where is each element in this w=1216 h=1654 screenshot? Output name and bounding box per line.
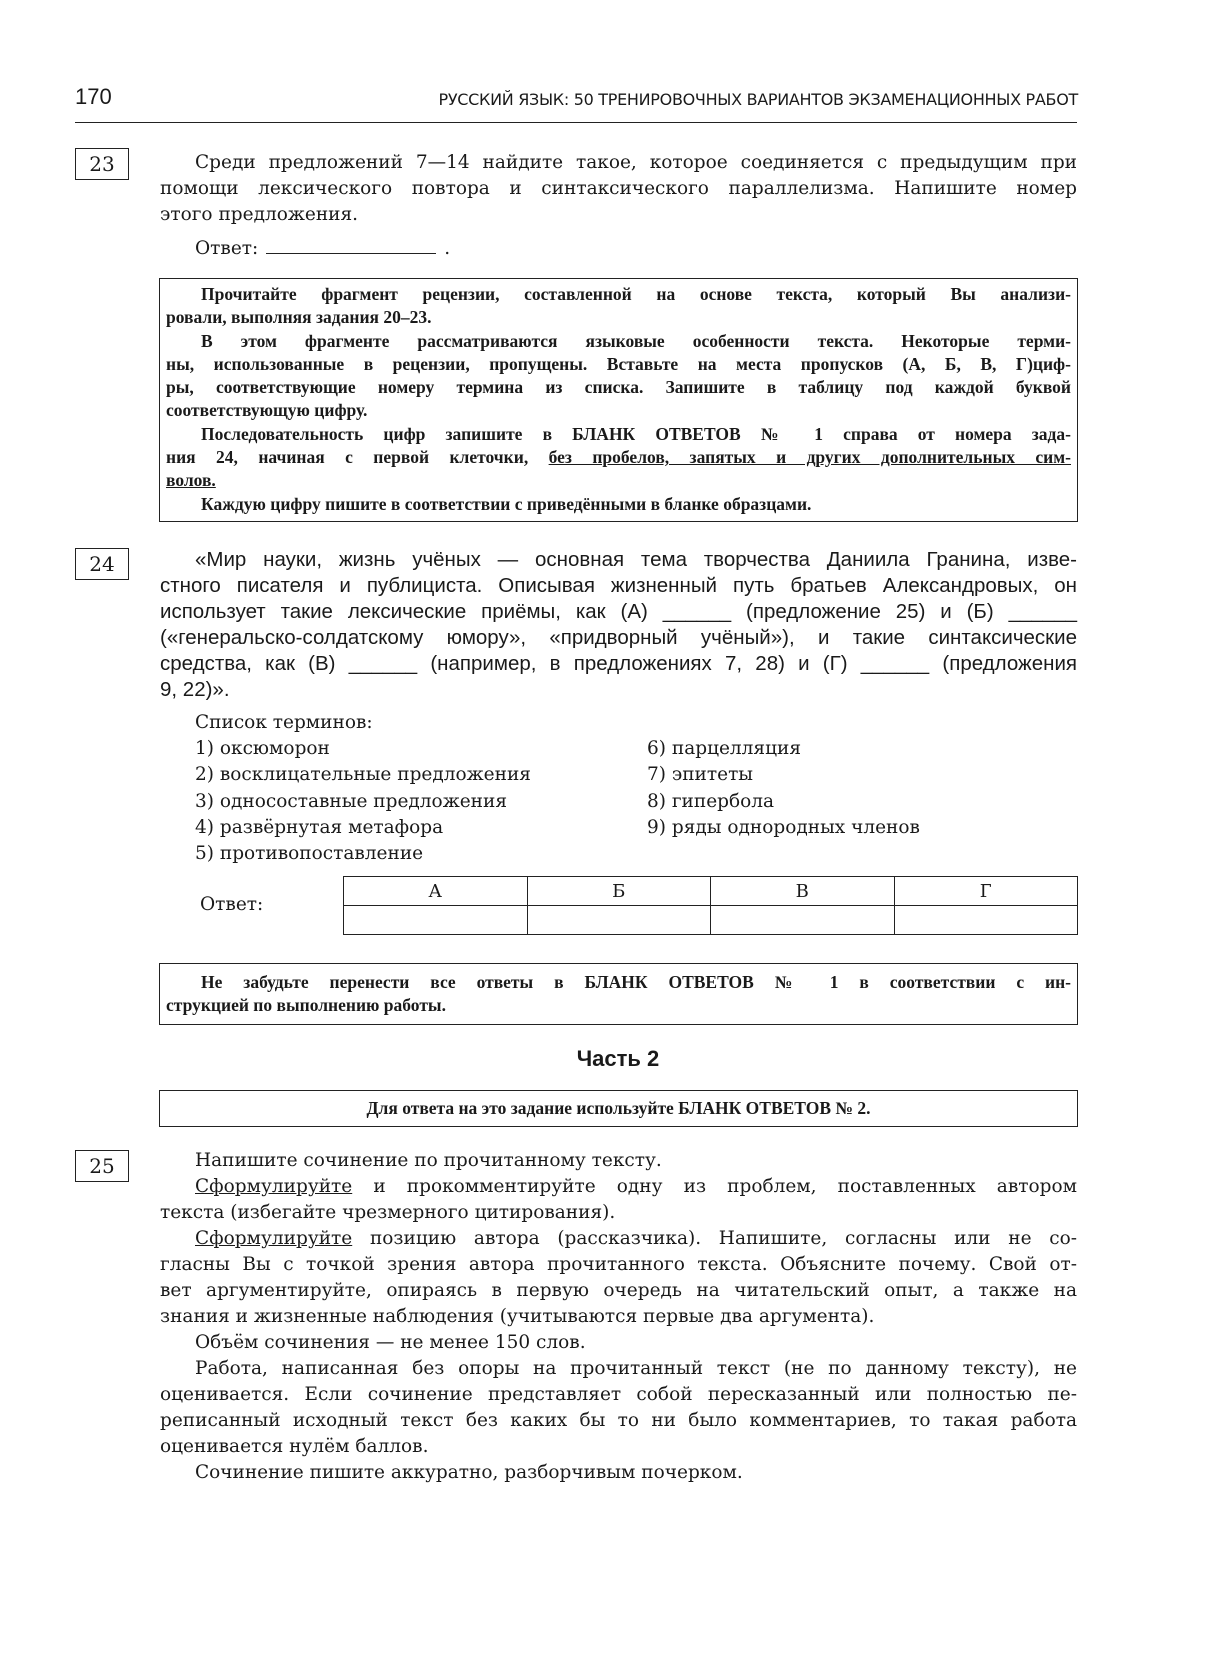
text-line: гласны Вы с точкой зрения автора прочитанного текста. Объясните почему. Свой от- (160, 1254, 1077, 1275)
text-line: средства, как (В) ______ (например, в предложениях 7, 28) и (Г) ______ (предложения (160, 652, 1077, 675)
text-span: позицию автора (рассказчика). Напишите, согласны или не со- (352, 1228, 1077, 1249)
term-item: 8) гипербола (647, 790, 775, 812)
answer-header-row (344, 877, 1078, 906)
term-item: 3) односоставные предложения (195, 790, 507, 812)
text-line (166, 446, 1071, 469)
text-line (166, 469, 1071, 492)
header-divider (75, 122, 1077, 123)
text-line: Среди предложений 7—14 найдите такое, которое соединяется с предыдущим при (195, 152, 1077, 173)
text-line: ры, соответствующие номеру термина из списка. Запишите в таблицу под каждой буквой (166, 377, 1071, 398)
answer-input-row (344, 906, 1078, 935)
text-line: стного писателя и публициста. Описывая жизненный путь братьев Александровых, он (160, 574, 1077, 597)
text-line: реписанный исходный текст без каких бы то ни было комментариев, то такая работа (160, 1410, 1077, 1431)
terms-title: Список терминов: (195, 712, 373, 733)
text-line: 9, 22)». (160, 678, 230, 701)
column-header: В (711, 877, 895, 906)
terms-list-right (647, 736, 920, 841)
instruction-box (159, 278, 1078, 522)
answer-cell-b[interactable] (527, 906, 711, 935)
answer-blank[interactable] (266, 237, 436, 254)
answer-cell-g[interactable] (894, 906, 1078, 935)
text-line: («генеральско-солдатскому юмору», «придворный учёный»), и такие синтаксические (160, 626, 1077, 649)
underlined-text: волов. (166, 470, 216, 491)
page-number: 170 (75, 84, 112, 109)
text-line: Сочинение пишите аккуратно, разборчивым почерком. (195, 1462, 743, 1483)
term-item: 5) противопоставление (195, 843, 424, 865)
text-line: Прочитайте фрагмент рецензии, составленной на основе текста, который Вы анализи- (201, 284, 1071, 304)
text-line: «Мир науки, жизнь учёных — основная тема творчества Даниила Гранина, изве- (195, 548, 1077, 571)
answer-cell-a[interactable] (344, 906, 528, 935)
task-number-25: 25 (75, 1150, 129, 1182)
terms-list-left (195, 736, 531, 867)
text-line: Работа, написанная без опоры на прочитанный текст (не по данному тексту), не (195, 1358, 1077, 1379)
answer-cell-v[interactable] (711, 906, 895, 935)
column-header: А (344, 877, 528, 906)
text-span: и прокомментируйте одну из проблем, поставленных автором (352, 1176, 1077, 1197)
text-line: вет аргументируйте, опираясь в первую очередь на читательский опыт, а также на (160, 1280, 1077, 1301)
text-line: этого предложения. (160, 204, 359, 225)
term-item: 7) эпитеты (647, 764, 754, 786)
task25-text (160, 1148, 1077, 1486)
text-line: текста (избегайте чрезмерного цитирования). (160, 1202, 616, 1223)
text-line: струкцией по выполнению работы. (166, 995, 446, 1016)
task-number-24: 24 (75, 548, 129, 580)
part2-notice: Для ответа на это задание используйте БЛАНК ОТВЕТОВ № 2. (159, 1090, 1078, 1127)
text-line: Последовательность цифр запишите в БЛАНК ОТВЕТОВ № 1 справа от номера зада- (201, 423, 1071, 444)
text-line (160, 1226, 1077, 1252)
task24-text (160, 547, 1077, 703)
task23-answer: Ответ: . (195, 238, 451, 259)
term-item: 2) восклицательные предложения (195, 764, 531, 786)
text-line: Не забудьте перенести все ответы в БЛАНК ОТВЕТОВ № 1 в соответствии с ин- (201, 972, 1071, 992)
text-span: ния 24, начиная с первой клеточки, (166, 447, 549, 468)
text-line: соответствующую цифру. (166, 400, 368, 421)
text-line: Объём сочинения — не менее 150 слов. (195, 1332, 586, 1353)
reminder-box (159, 963, 1078, 1025)
text-line: оценивается. Если сочинение представляет собой пересказанный или полностью пе- (160, 1384, 1077, 1405)
part2-title: Часть 2 (576, 1046, 660, 1071)
text-line: Каждую цифру пишите в соответствии с приведёнными в бланке образцами. (201, 493, 812, 514)
text-line (160, 1174, 1077, 1200)
text-line: помощи лексического повтора и синтаксического параллелизма. Напишите номер (160, 178, 1077, 199)
text-line: ровали, выполняя задания 20–23. (166, 307, 432, 328)
underlined-text: Сформулируйте (195, 1176, 353, 1197)
text-line: ны, использованные в рецензии, пропущены. Вставьте на места пропусков (А, Б, В, Г)циф- (166, 353, 1071, 374)
text-line: использует такие лексические приёмы, как (А) ______ (предложение 25) и (Б) ______ (160, 600, 1077, 623)
text-line: оценивается нулём баллов. (160, 1436, 429, 1457)
column-header: Б (527, 877, 711, 906)
running-title: РУССКИЙ ЯЗЫК: 50 ТРЕНИРОВОЧНЫХ ВАРИАНТОВ ЭКЗАМЕНАЦИОННЫХ РАБОТ (438, 90, 1078, 109)
underlined-text: Сформулируйте (195, 1228, 353, 1249)
text-line: В этом фрагменте рассматриваются языковые особенности текста. Некоторые терми- (201, 330, 1071, 351)
task-number-23: 23 (75, 148, 129, 180)
answer-label: Ответ: (195, 238, 259, 259)
term-item: 4) развёрнутая метафора (195, 816, 444, 838)
answer-label: Ответ: (200, 894, 264, 915)
term-item: 9) ряды однородных членов (647, 816, 920, 838)
task23-text (160, 150, 1077, 228)
text-line: Напишите сочинение по прочитанному тексту. (195, 1150, 662, 1171)
term-item: 1) оксюморон (195, 738, 330, 759)
answer-table (343, 876, 1078, 935)
term-item: 6) парцелляция (647, 738, 801, 759)
text-line: знания и жизненные наблюдения (учитываются первые два аргумента). (160, 1306, 875, 1327)
column-header: Г (894, 877, 1078, 906)
underlined-text: без пробелов, запятых и других дополнительных сим- (548, 447, 1071, 468)
